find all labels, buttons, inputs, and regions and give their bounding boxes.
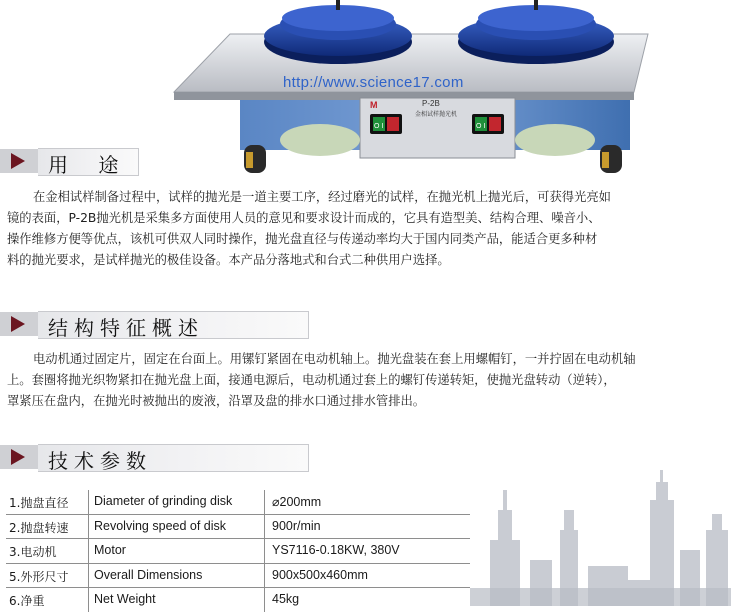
- table-row: [6, 515, 470, 540]
- spec-table: [6, 490, 470, 612]
- section-title: 用 途: [48, 153, 131, 177]
- spec-value: 45kg: [272, 592, 300, 606]
- usage-paragraph: [7, 187, 727, 271]
- play-arrow-icon: [11, 316, 25, 332]
- spec-label-en: Diameter of grinding disk: [94, 494, 233, 508]
- spec-label-en: Motor: [94, 543, 126, 557]
- spec-label-cn: 3.电动机: [9, 545, 57, 559]
- spec-label-cn: 1.抛盘直径: [9, 496, 69, 510]
- city-skyline-image: [470, 470, 731, 606]
- section-title: 技术参数: [48, 449, 152, 473]
- usage-line: 操作维修方便等优点，该机可供双人同时操作，抛光盘直径与传递动率均大于国内同类产品，能适合更多种材: [7, 232, 598, 246]
- logo-text: M: [370, 100, 378, 110]
- spec-value: 900r/min: [272, 518, 321, 533]
- section-header-specs: [0, 442, 310, 472]
- spec-label-cn: 5.外形尺寸: [9, 569, 69, 584]
- spec-label-cn: 2.抛盘转速: [9, 520, 69, 535]
- structure-line: 上。套圈将抛光织物紧扣在抛光盘上面，接通电源后，电动机通过套上的螺钉传递转矩，使抛光盘转动（逆转），: [7, 373, 616, 387]
- spec-value: YS7116-0.18KW, 380V: [272, 543, 400, 557]
- section-title: 结构特征概述: [48, 316, 204, 340]
- table-row: [6, 588, 470, 612]
- spec-label-en: Overall Dimensions: [94, 567, 203, 582]
- play-arrow-icon: [11, 153, 25, 169]
- structure-line: 罩紧压在盘内，在抛光时被抛出的废液，沿罩及盘的排水口通过排水管排出。: [7, 394, 426, 408]
- spec-label-cn: 6.净重: [9, 594, 45, 608]
- structure-paragraph: [7, 349, 727, 412]
- usage-line: 镜的表面，P-2B抛光机是采集多方面使用人员的意见和要求设计而成的，它具有造型美、结构合理、噪音小、: [7, 211, 601, 225]
- spec-value: ⌀200mm: [272, 495, 322, 509]
- watermark-url: http://www.science17.com: [283, 74, 464, 91]
- usage-line: 在金相试样制备过程中，试样的抛光是一道主要工序，经过磨光的试样，在抛光机上抛光后，可获得光亮如: [33, 190, 611, 204]
- section-header-usage: [0, 146, 140, 176]
- play-arrow-icon: [11, 449, 25, 465]
- switch-left-label: O I: [374, 123, 384, 130]
- section-header-structure: [0, 309, 310, 339]
- model-badge: P-2B: [422, 99, 440, 108]
- table-row: [6, 564, 470, 589]
- table-row: [6, 490, 470, 515]
- switch-right-label: O I: [476, 123, 486, 130]
- spec-label-en: Net Weight: [94, 592, 156, 606]
- structure-line: 电动机通过固定片，固定在台面上。用镙钉紧固在电动机轴上。抛光盘装在套上用螺帽钉，一并拧固在电动机轴: [33, 352, 636, 366]
- table-row: [6, 539, 470, 564]
- panel-caption: 金相试样抛光机: [415, 111, 458, 118]
- spec-label-en: Revolving speed of disk: [94, 518, 227, 533]
- usage-line: 料的抛光要求，是试样抛光的极佳设备。本产品分落地式和台式二种供用户选择。: [7, 253, 450, 267]
- spec-value: 900x500x460mm: [272, 567, 368, 582]
